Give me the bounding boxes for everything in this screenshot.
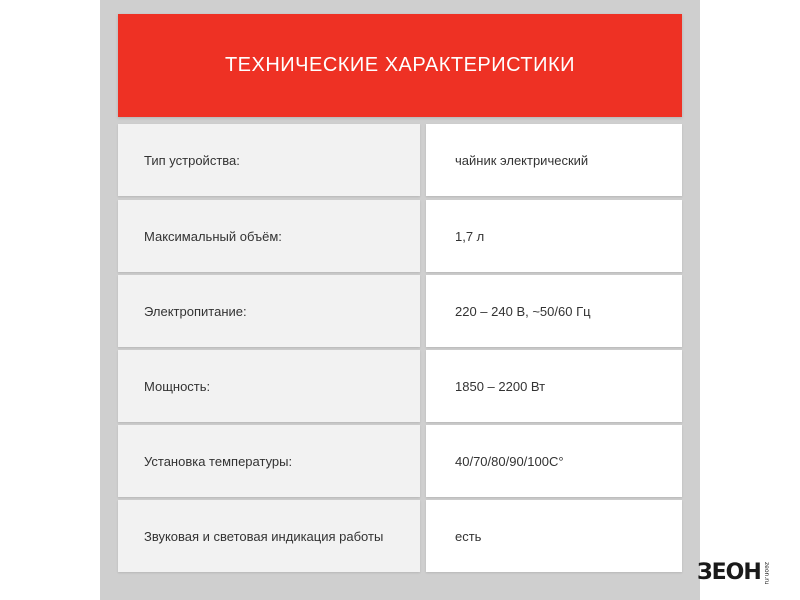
spec-value-cell [426,425,682,497]
spec-value-cell [426,500,682,572]
spec-value: 220 – 240 В, ~50/60 Гц [455,303,591,319]
spec-label: Тип устройства: [144,152,240,168]
logo-subtext: zeon.ru [762,561,770,585]
spec-value-cell [426,200,682,272]
spec-label-cell [118,200,420,272]
spec-label: Максимальный объём: [144,228,282,244]
spec-label: Мощность: [144,378,211,394]
spec-row-power [118,350,682,422]
spec-value-cell [426,275,682,347]
spec-value-cell [426,350,682,422]
spec-value: 40/70/80/90/100С° [455,453,564,469]
spec-label: Звуковая и световая индикация работы [144,528,384,544]
spec-label-cell [118,124,420,196]
spec-value: 1,7 л [455,228,485,244]
spec-value: 1850 – 2200 Вт [455,378,546,394]
specs-title: ТЕХНИЧЕСКИЕ ХАРАКТЕРИСТИКИ [224,54,576,76]
spec-value: чайник электрический [455,152,589,168]
spec-row-indication [118,500,682,572]
spec-label-cell [118,350,420,422]
spec-value-cell [426,124,682,196]
spec-label: Установка температуры: [144,453,293,469]
spec-row-max-volume [118,200,682,272]
zeon-logo [697,560,787,586]
spec-label-cell [118,425,420,497]
logo-text: ЗЕОН [697,560,761,585]
spec-row-power-supply [118,275,682,347]
spec-row-device-type [118,124,682,196]
spec-row-temperature [118,425,682,497]
spec-value: есть [455,528,482,544]
specs-header [118,14,682,117]
spec-label-cell [118,500,420,572]
spec-label: Электропитание: [144,303,247,319]
spec-label-cell [118,275,420,347]
